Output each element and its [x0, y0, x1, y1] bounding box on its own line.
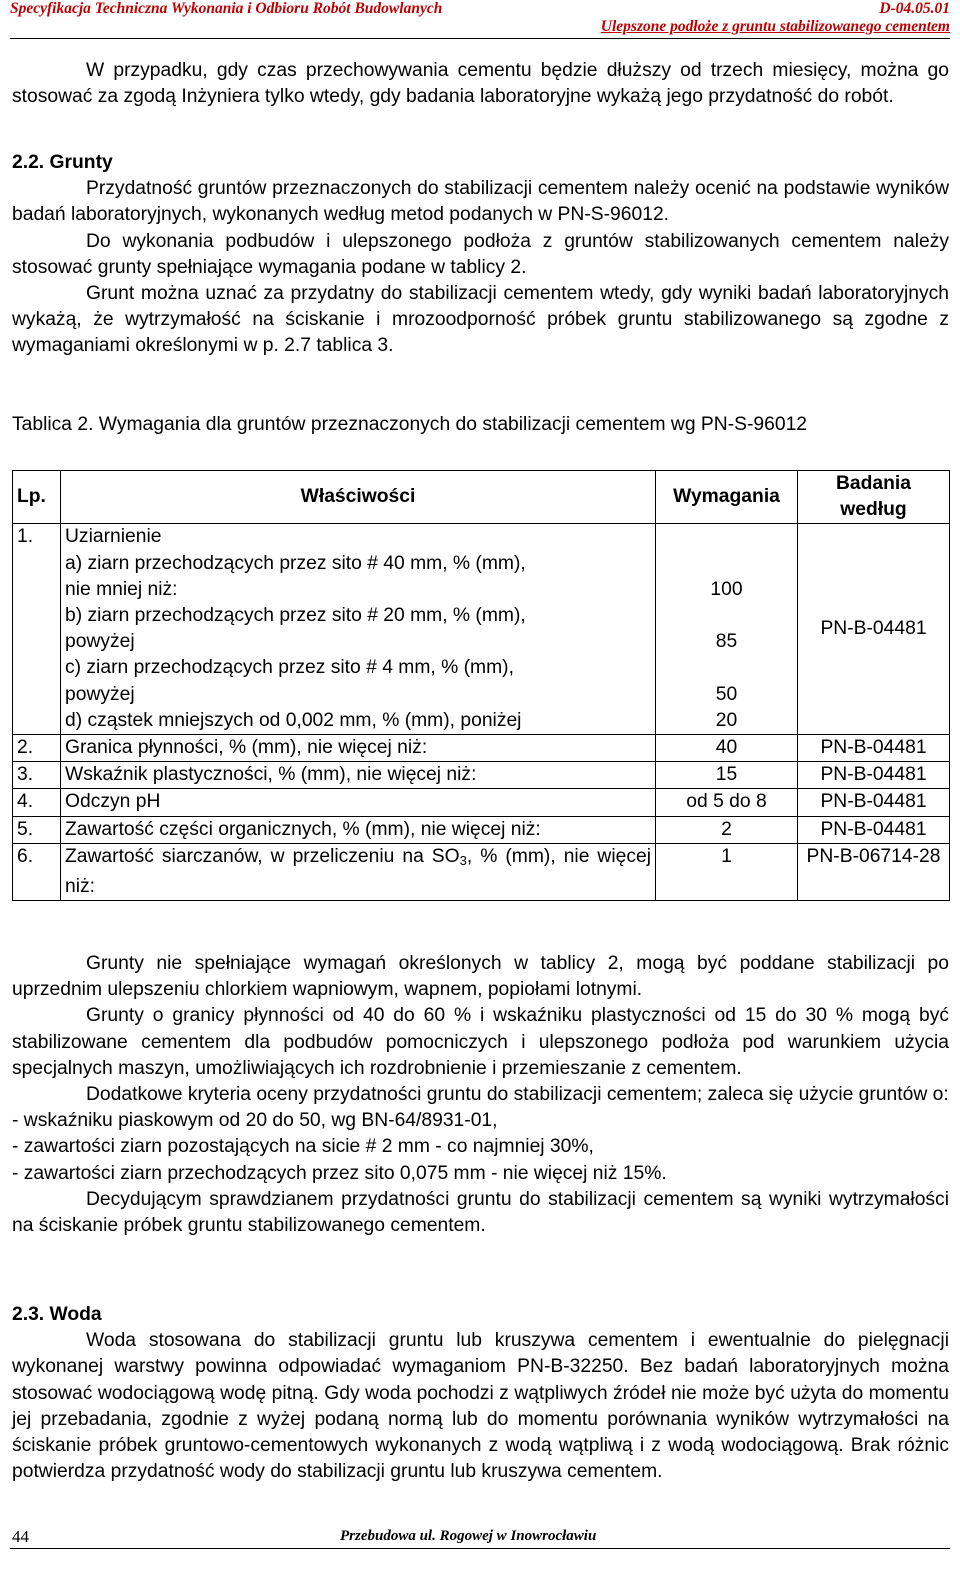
criteria-bullet-2: - zawartości ziarn pozostających na sicie # 2 mm - co najmniej 30%, [12, 1136, 594, 1158]
table-caption: Tablica 2. Wymagania dla gruntów przeznaczonych do stabilizacji cementem wg PN-S-96012 [12, 414, 808, 435]
table-row: 6. Zawartość siarczanów, w przeliczeniu na $SO_3$, % (mm), nie więcej niż: 1 PN-B-06714-28 [13, 843, 950, 900]
row-property-sulfates: Zawartość siarczanów, w przeliczeniu na $SO_3$, % (mm), nie więcej niż: [61, 843, 656, 900]
header-requirements: Wymagania [656, 471, 798, 524]
header-tested-by: Badania według [798, 471, 950, 524]
intro-block [12, 58, 949, 110]
header-lp: Lp. [13, 471, 61, 524]
grunty-paragraph-1: Przydatność gruntów przeznaczonych do stabilizacji cementem należy ocenić na podstawie wyników badań laboratoryjnych, wykonanych według metod podanych w PN-S-96012. [12, 178, 949, 226]
section-heading-grunty: 2.2. Grunty [12, 152, 113, 173]
page-header [10, 0, 950, 39]
section-heading-woda: 2.3. Woda [12, 1304, 102, 1325]
table-row: 4. Odczyn pH od 5 do 8 PN-B-04481 [13, 789, 950, 816]
grunty-paragraph-3: Grunt można uznać za przydatny do stabilizacji cementem wtedy, gdy wyniki badań laboratoryjnych wykażą, że wytrzymałość na ściskanie i mrozoodporność próbek gruntu stabilizowanego są zgodne z wymaganiami określonymi w p. 2.7 tablica 3. [12, 283, 949, 357]
after-paragraph-2: Grunty o granicy płynności od 40 do 60 % i wskaźniku plastyczności od 15 do 30 % mogą być stabilizowane cementem dla podbudów pomocniczych i ulepszonego podłoża pod warunkiem użycia specjalnych maszyn, umożliwiających ich rozdrobnienie i przemieszanie z cementem. [12, 1005, 949, 1079]
header-section-title: Ulepszone podłoże z gruntu stabilizowanego cementem [600, 18, 950, 35]
table-row: 3. Wskaźnik plastyczności, % (mm), nie więcej niż: 15 PN-B-04481 [13, 762, 950, 789]
section-2-2 [12, 150, 949, 360]
table-row: 5. Zawartość części organicznych, % (mm), nie więcej niż: 2 PN-B-04481 [13, 816, 950, 843]
row-norm: PN-B-04481 [798, 524, 950, 735]
requirements-table [12, 470, 950, 901]
after-paragraph-1: Grunty nie spełniające wymagań określonych w tablicy 2, mogą być poddane stabilizacji po uprzednim ulepszeniu chlorkiem wapniowym, wapnem, popiołami lotnymi. [12, 953, 949, 1001]
grunty-paragraph-2: Do wykonania podbudów i ulepszonego podłoża z gruntów stabilizowanych cementem należy stosować grunty spełniające wymagania podane w tablicy 2. [12, 230, 949, 278]
footer-rule [10, 1548, 950, 1549]
after-table-block [12, 951, 949, 1239]
criteria-bullet-1: - wskaźniku piaskowym od 20 do 50, wg BN-64/8931-01, [12, 1110, 498, 1132]
table-header-row [13, 471, 950, 524]
row-number: 1. [13, 524, 61, 735]
table-caption-block [12, 412, 949, 438]
table-row: 2. Granica płynności, % (mm), nie więcej niż: 40 PN-B-04481 [13, 735, 950, 762]
header-code: D-04.05.01 [879, 0, 950, 17]
row-property: Uziarnienie a) ziarn przechodzących przez sito # 40 mm, % (mm), nie mniej niż: b) ziarn przechodzących przez sito # 20 mm, % (mm), powyżej c) ziarn przechodzących przez sito # 4 mm, % (mm), powyżej d) cząstek mniejszych od 0,002 mm, % (mm), poniżej [61, 524, 656, 735]
footer-project-title: Przebudowa ul. Rogowej w Inowrocławiu [340, 1528, 597, 1544]
header-spec-title: Specyfikacja Techniczna Wykonania i Odbioru Robót Budowlanych [10, 0, 443, 17]
intro-paragraph: W przypadku, gdy czas przechowywania cementu będzie dłuższy od trzech miesięcy, można go stosować za zgodą Inżyniera tylko wtedy, gdy badania laboratoryjne wykażą jego przydatność do robót. [12, 60, 949, 108]
table-row [13, 524, 950, 735]
row-requirement: 100 85 50 20 [656, 524, 798, 735]
after-paragraph-4: Decydującym sprawdzianem przydatności gruntu do stabilizacji cementem są wyniki wytrzymałości na ściskanie próbek gruntu stabilizowanego cementem. [12, 1188, 949, 1237]
criteria-bullet-3: - zawartości ziarn przechodzących przez sito 0,075 mm - nie więcej niż 15%. [12, 1162, 667, 1184]
after-paragraph-3: Dodatkowe kryteria oceny przydatności gruntu do stabilizacji cementem; zaleca się użycie gruntów o: [86, 1084, 949, 1106]
page-number: 44 [12, 1527, 29, 1546]
section-2-3 [12, 1302, 949, 1485]
woda-paragraph: Woda stosowana do stabilizacji gruntu lub kruszywa cementem i ewentualnie do pielęgnacji wykonanej warstwy powinna odpowiadać wymaganiom PN-B-32250. Bez badań laboratoryjnych można stosować wodociągową wodę pitną. Gdy woda pochodzi z wątpliwych źródeł nie może być użyta do momentu jej przebadania, zgodnie z wyżej podaną normą lub do momentu porównania wyników wytrzymałości na ściskanie próbek gruntowo-cementowych wykonanych z wodą wątpliwą i z wodą wodociągową. Brak różnic potwierdza przydatność wody do stabilizacji gruntu lub kruszywa cementem. [12, 1330, 949, 1483]
header-properties: Właściwości [61, 471, 656, 524]
